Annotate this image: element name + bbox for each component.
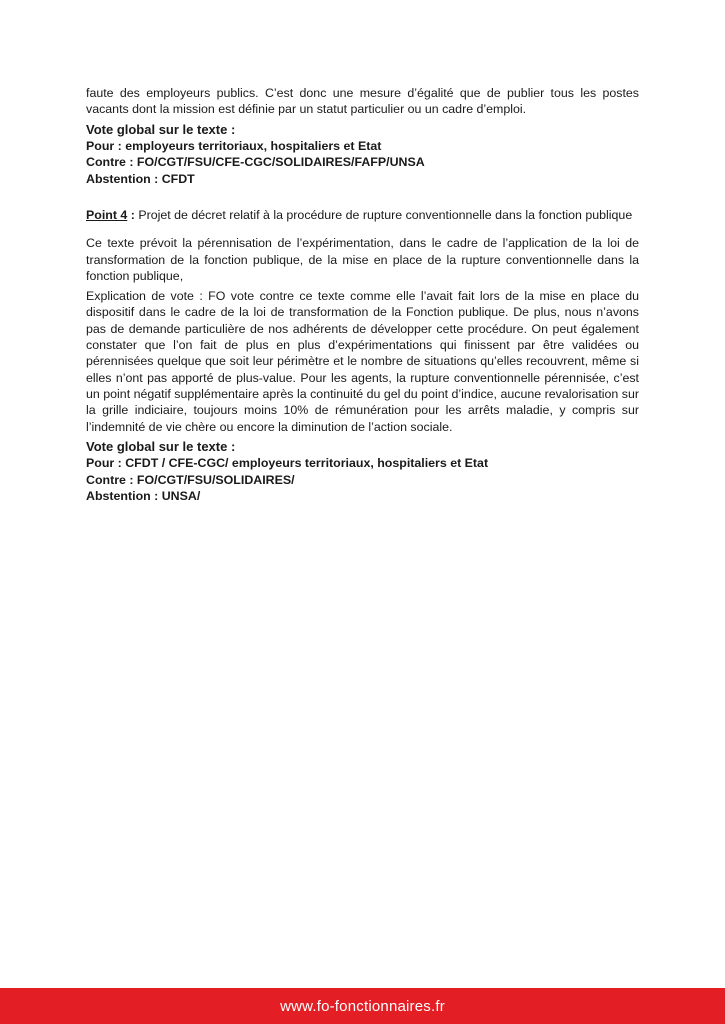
point-4-heading bbox=[86, 207, 639, 223]
point-separator: : bbox=[127, 207, 139, 222]
vote-heading: Vote global sur le texte : bbox=[86, 121, 236, 137]
footer-website-link[interactable]: www.fo-fonctionnaires.fr bbox=[280, 997, 445, 1015]
vote-pour: Pour : CFDT / CFE-CGC/ employeurs territoriaux, hospitaliers et Etat bbox=[86, 456, 489, 471]
vote-pour: Pour : employeurs territoriaux, hospitaliers et Etat bbox=[86, 139, 382, 154]
paragraph-explication-de-vote: Explication de vote : FO vote contre ce texte comme elle l’avait fait lors de la mise en place du dispositif dans le cadre de la loi de transformation de la Fonction publique. De plus, nous n’avons pas de demande particulière de nos adhérents de développer cette procédure. On peut également constater que l’on fait de plus en plus d’expérimentations qui finissent par être validées ou pérennisées quelque que soit leur périmètre et le nombre de situations qu’elles recouvrent, même si elles n’ont pas apporté de plus-value. Pour les agents, la rupture conventionnelle pérennisée, c’est un point négatif supplémentaire après la continuité du gel du point d’indice, aucune revalorisation sur la grille indiciaire, toujours moins 10% de rémunération pour les arrêts maladie, y compris sur l’indemnité de vie chère ou encore la diminution de l’action sociale. bbox=[86, 289, 639, 434]
intro-paragraph: faute des employeurs publics. C’est donc une mesure d’égalité que de publier tous les postes vacants dont la mission est définie par un statut particulier ou un cadre d’emploi. bbox=[86, 86, 639, 117]
vote-abstention: Abstention : CFDT bbox=[86, 171, 195, 186]
point-label: Point 4 bbox=[86, 207, 128, 222]
vote-contre: Contre : FO/CGT/FSU/SOLIDAIRES/ bbox=[86, 472, 295, 487]
vote-heading: Vote global sur le texte : bbox=[86, 438, 236, 454]
document-body bbox=[86, 85, 639, 504]
paragraph-pérennisation: Ce texte prévoit la pérennisation de l’expérimentation, dans le cadre de l’application de la loi de transformation de la fonction publique, de la mise en place de la rupture conventionnelle dans la fonction publique, bbox=[86, 236, 639, 283]
vote-block-1 bbox=[86, 122, 639, 187]
point-title: Projet de décret relatif à la procédure de rupture conventionnelle dans la fonction publique bbox=[138, 207, 633, 222]
footer-bar bbox=[0, 988, 725, 1024]
vote-abstention: Abstention : UNSA/ bbox=[86, 488, 201, 503]
vote-contre: Contre : FO/CGT/FSU/CFE-CGC/SOLIDAIRES/FAFP/UNSA bbox=[86, 155, 425, 170]
vote-block-2 bbox=[86, 439, 639, 504]
